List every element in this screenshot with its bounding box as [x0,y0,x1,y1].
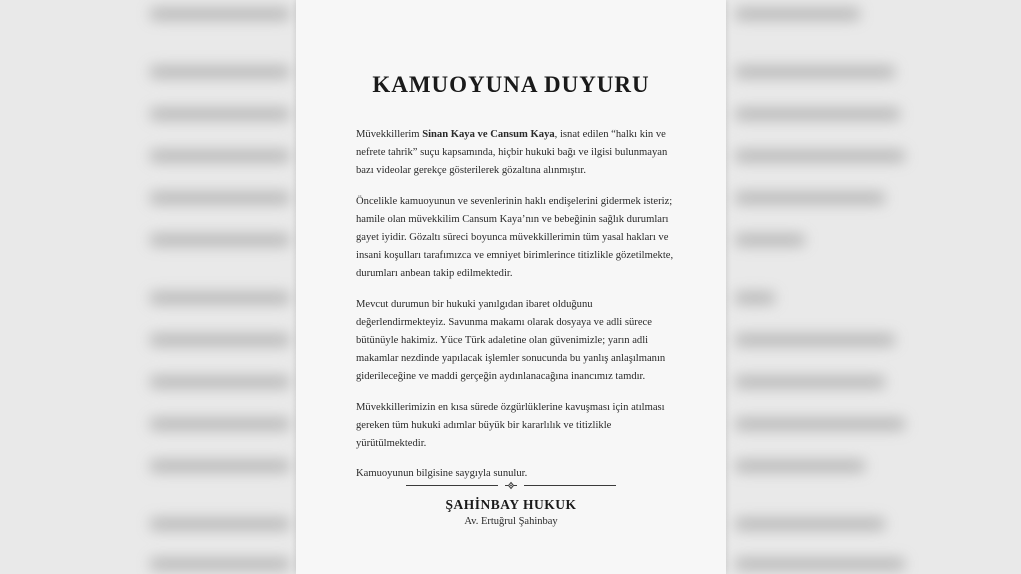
bg-line [150,150,290,162]
bg-line [150,192,290,204]
bg-line [735,234,805,246]
bg-line [150,8,290,20]
bg-line [150,292,290,304]
bg-line [735,8,860,20]
bg-line [735,66,895,78]
paragraph-1 [356,126,674,181]
client-name-2: Cansum Kaya [490,129,555,140]
bg-line [735,418,905,430]
bg-line [150,334,290,346]
ornament-icon [504,481,518,490]
paragraph-2: Öncelikle kamuoyunun ve sevenlerinin haklı endişelerini gidermek isteriz; hamile olan müvekkilim Cansum Kaya’nın ve bebeğinin sağlık durumları gayet iyidir. Gözaltı süreci boyunca müvekkillerimin tüm yasal hakları ve insani koşulları tarafımızca ve emniyet birimlerince titizlikle gözetilmekte, durumları anbean takip edilmektedir. [356,195,674,280]
name-conjunction: ve [474,129,491,140]
bg-line [735,558,905,570]
divider-line-right [524,485,616,486]
bg-line [150,376,290,388]
paragraph-5: Kamuoyunun bilgisine saygıyla sunulur. [356,468,528,480]
paragraph-4: Müvekkillerimizin en kısa sürede özgürlüklerine kavuşması için atılması gereken tüm hukuki adımlar büyük bir kararlılık ve titizlikle yürütülmektedir. [356,401,665,450]
paragraph-1-rest: , isnat edilen “halkı kin ve nefrete tahrik” suçu kapsamında, hiçbir hukuki bağı ve ilgisi bulunmayan bazı videolar gerekçe gösterilerek gözaltına alınmıştır. [356,129,668,177]
bg-line [735,334,895,346]
bg-line [735,518,885,530]
bg-line [150,418,290,430]
bg-line [735,292,775,304]
paragraph-1-intro: Müvekkillerim [356,129,423,140]
bg-line [735,108,900,120]
divider-line-left [406,485,498,486]
divider-ornament [406,481,616,491]
bg-line [150,234,290,246]
bg-line [150,558,290,570]
signature-firm: ŞAHİNBAY HUKUK [445,497,577,512]
bg-line [735,460,865,472]
bg-line [735,150,905,162]
document-body [356,126,674,495]
signature-lawyer: Av. Ertuğrul Şahinbay [464,516,558,527]
bg-line [150,108,290,120]
bg-line [735,192,885,204]
announcement-document [296,0,726,574]
bg-line [735,376,885,388]
bg-line [150,66,290,78]
bg-line [150,518,290,530]
paragraph-3: Mevcut durumun bir hukuki yanılgıdan ibaret olduğunu değerlendirmekteyiz. Savunma makamı olarak dosyaya ve adli sürece bütünüyle hakimiz. Yüce Türk adaletine olan güvenimizle; yarın adli makamlar nezdinde yapılacak işlemler sonucunda bu yanlış anlaşılmanın giderileceğine ve maddi gerçeğin aydınlanacağına inancımız tamdır. [356,298,666,383]
client-name-1: Sinan Kaya [422,129,475,140]
bg-line [150,460,290,472]
document-title: KAMUOYUNA DUYURU [372,72,650,97]
